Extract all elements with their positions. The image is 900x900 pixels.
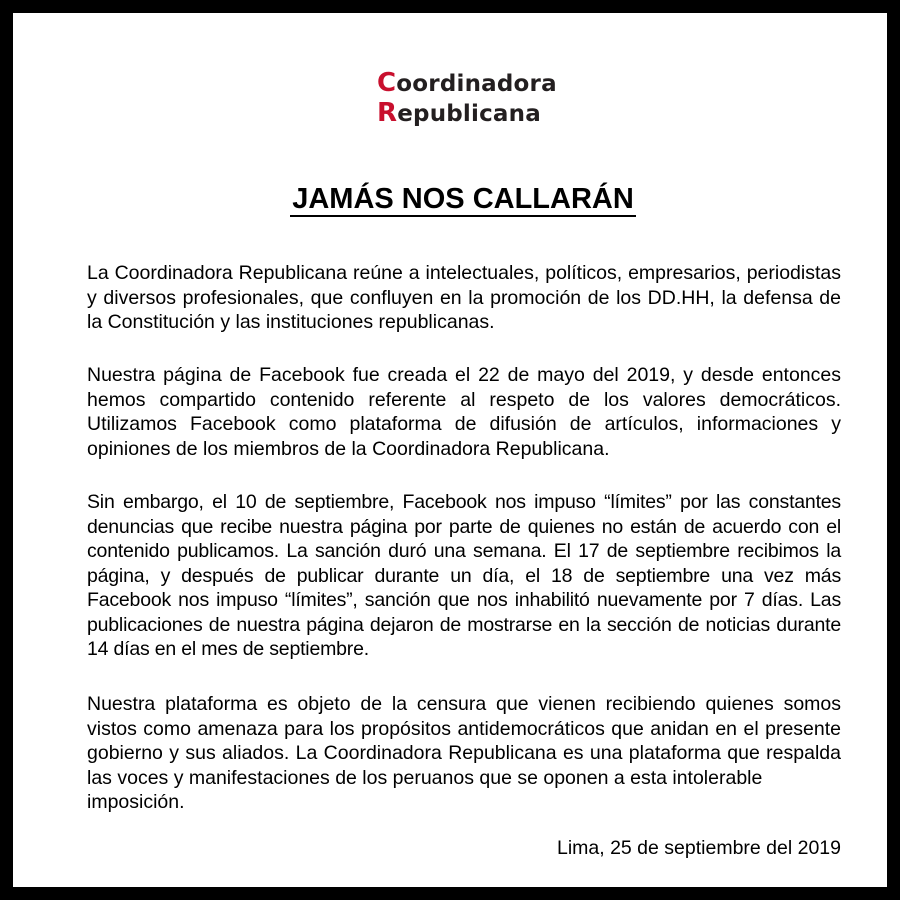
logo-initial-c: C [377,68,397,98]
paragraph-3-block [87,490,841,662]
paragraph-1: La Coordinadora Republicana reúne a intelectuales, políticos, empresarios, periodistas y diversos profesionales, que confluyen en la promoción de los DD.HH, la defensa de la Constitución y las instituciones republicanas. [87,262,841,333]
paragraph-4-block [87,692,841,815]
paragraph-1-block [87,261,841,335]
logo-word-republicana: epublicana [397,101,541,127]
logo-line-2 [377,99,577,129]
logo-word-coordinadora: oordinadora [396,71,557,97]
paragraph-4-closing-word: imposición. [87,791,185,813]
page-title [13,179,900,219]
paragraph-2: Nuestra página de Facebook fue creada el 22 de mayo del 2019, y desde entonces hemos compartido contenido referente al respeto de los valores democráticos. Utilizamos Facebook como plataforma de difusión de artículos, informaciones y opiniones de los miembros de la Coordinadora Republicana. [87,364,841,460]
paragraph-4: Nuestra plataforma es objeto de la censura que vienen recibiendo quienes somos vistos como amenaza para los propósitos antidemocráticos que anidan en el presente gobierno y sus aliados. La Coordinadora Republicana es una plataforma que respalda las voces y manifestaciones de los peruanos que se oponen a esta intolerable [87,693,841,789]
paragraph-3: Sin embargo, el 10 de septiembre, Facebook nos impuso “límites” por las constantes denuncias que recibe nuestra página por parte de quienes no están de acuerdo con el contenido publicamos. La sanción duró una semana. El 17 de septiembre recibimos la página, y después de publicar durante un día, el 18 de septiembre una vez más Facebook nos impuso “límites”, sanción que nos inhabilitó nuevamente por 7 días. Las publicaciones de nuestra página dejaron de mostrarse en la sección de noticias durante 14 días en el mes de septiembre. [87,491,841,660]
date-line: Lima, 25 de septiembre del 2019 [556,837,841,859]
paragraph-2-block [87,363,841,461]
page-title-text: JAMÁS NOS CALLARÁN [292,183,634,215]
coordinadora-republicana-logo [377,69,577,129]
logo-line-1 [377,69,577,99]
logo-initial-r: R [377,98,398,128]
